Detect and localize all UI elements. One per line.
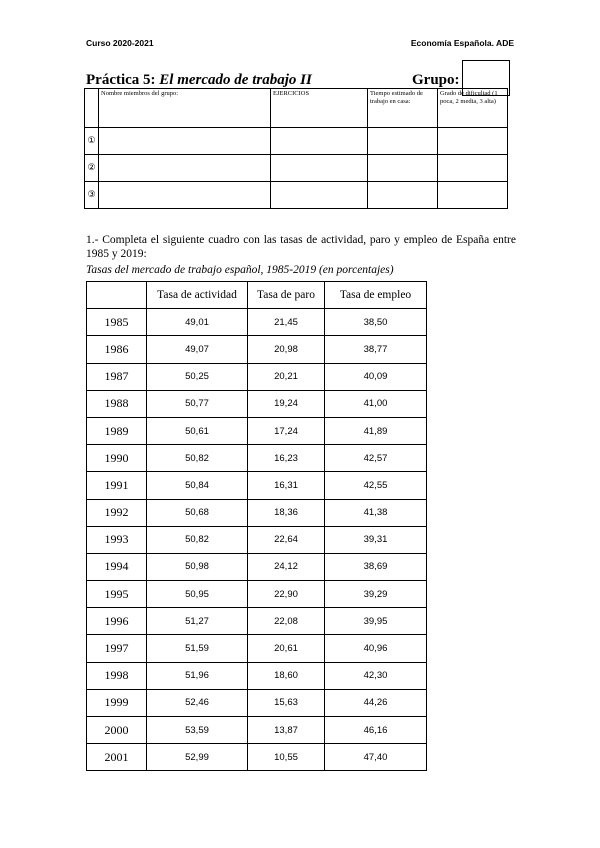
rates-table-row	[87, 662, 427, 689]
employment-rate-cell: 47,40	[325, 744, 427, 771]
year-cell: 1997	[87, 635, 147, 662]
year-cell: 1992	[87, 499, 147, 526]
employment-rate-cell: 39,31	[325, 526, 427, 553]
members-header-cell: Grado de dificultad (1 poca, 2 media, 3 alta)	[438, 89, 508, 128]
activity-rate-cell: 50,95	[147, 581, 248, 608]
member-row	[85, 182, 508, 209]
activity-rate-cell: 51,27	[147, 608, 248, 635]
year-cell: 1988	[87, 390, 147, 417]
member-exercises-cell[interactable]	[271, 155, 368, 182]
activity-rate-cell: 49,07	[147, 336, 248, 363]
activity-rate-cell: 50,25	[147, 363, 248, 390]
employment-rate-cell: 38,69	[325, 553, 427, 580]
practice-title-topic: El mercado de trabajo II	[159, 72, 312, 88]
rates-table-body	[87, 309, 427, 771]
table-caption: Tasas del mercado de trabajo español, 1985-2019 (en porcentajes)	[86, 264, 394, 276]
unemployment-rate-cell: 22,64	[248, 526, 325, 553]
question-text: 1.- Completa el siguiente cuadro con las tasas de actividad, paro y empleo de España entre 1985 y 2019:	[86, 234, 516, 260]
employment-rate-cell: 46,16	[325, 717, 427, 744]
grupo-label: Grupo:	[412, 72, 460, 88]
member-name-cell[interactable]	[99, 182, 271, 209]
rates-table-row	[87, 472, 427, 499]
rates-table-row	[87, 689, 427, 716]
subject-header: Economía Española. ADE	[410, 38, 514, 48]
employment-rate-cell: 41,00	[325, 390, 427, 417]
employment-rate-cell: 38,50	[325, 309, 427, 336]
member-row-marker: ②	[85, 155, 99, 182]
year-cell: 2001	[87, 744, 147, 771]
members-header-row	[85, 89, 508, 128]
unemployment-rate-cell: 13,87	[248, 717, 325, 744]
activity-rate-cell: 52,46	[147, 689, 248, 716]
activity-rate-cell: 50,68	[147, 499, 248, 526]
year-cell: 1998	[87, 662, 147, 689]
activity-rate-cell: 50,61	[147, 417, 248, 444]
member-name-cell[interactable]	[99, 128, 271, 155]
activity-rate-cell: 50,98	[147, 553, 248, 580]
member-difficulty-cell[interactable]	[438, 182, 508, 209]
member-time-cell[interactable]	[368, 128, 438, 155]
member-row	[85, 128, 508, 155]
year-cell: 1991	[87, 472, 147, 499]
unemployment-rate-cell: 17,24	[248, 417, 325, 444]
unemployment-rate-cell: 10,55	[248, 744, 325, 771]
members-table	[84, 88, 508, 209]
member-time-cell[interactable]	[368, 182, 438, 209]
employment-rate-cell: 39,95	[325, 608, 427, 635]
year-cell: 1995	[87, 581, 147, 608]
member-row-marker: ①	[85, 128, 99, 155]
employment-rate-cell: 40,09	[325, 363, 427, 390]
year-cell: 1994	[87, 553, 147, 580]
course-header: Curso 2020-2021	[86, 38, 154, 48]
rates-header-cell	[87, 282, 147, 309]
member-row-marker: ③	[85, 182, 99, 209]
unemployment-rate-cell: 15,63	[248, 689, 325, 716]
year-cell: 1990	[87, 445, 147, 472]
rates-table-row	[87, 526, 427, 553]
member-time-cell[interactable]	[368, 155, 438, 182]
employment-rate-cell: 44,26	[325, 689, 427, 716]
members-header-cell: Nombre miembros del grupo:	[99, 89, 271, 128]
member-difficulty-cell[interactable]	[438, 155, 508, 182]
unemployment-rate-cell: 18,36	[248, 499, 325, 526]
rates-table-row	[87, 744, 427, 771]
rates-table-row	[87, 417, 427, 444]
year-cell: 2000	[87, 717, 147, 744]
rates-table-row	[87, 336, 427, 363]
unemployment-rate-cell: 20,98	[248, 336, 325, 363]
unemployment-rate-cell: 20,21	[248, 363, 325, 390]
unemployment-rate-cell: 16,31	[248, 472, 325, 499]
activity-rate-cell: 50,84	[147, 472, 248, 499]
rates-table-row	[87, 581, 427, 608]
member-exercises-cell[interactable]	[271, 128, 368, 155]
year-cell: 1996	[87, 608, 147, 635]
members-header-cell: EJERCICIOS	[271, 89, 368, 128]
members-header-cell: Tiempo estimado de trabajo en casa:	[368, 89, 438, 128]
member-row	[85, 155, 508, 182]
unemployment-rate-cell: 19,24	[248, 390, 325, 417]
year-cell: 1993	[87, 526, 147, 553]
rates-table-row	[87, 717, 427, 744]
unemployment-rate-cell: 16,23	[248, 445, 325, 472]
member-difficulty-cell[interactable]	[438, 128, 508, 155]
activity-rate-cell: 52,99	[147, 744, 248, 771]
rates-table-row	[87, 309, 427, 336]
employment-rate-cell: 38,77	[325, 336, 427, 363]
rates-table-row	[87, 635, 427, 662]
rates-table-row	[87, 445, 427, 472]
rates-table-row	[87, 390, 427, 417]
employment-rate-cell: 40,96	[325, 635, 427, 662]
year-cell: 1986	[87, 336, 147, 363]
member-exercises-cell[interactable]	[271, 182, 368, 209]
practice-title-prefix: Práctica 5:	[86, 72, 160, 88]
activity-rate-cell: 49,01	[147, 309, 248, 336]
rates-table-row	[87, 553, 427, 580]
activity-rate-cell: 50,77	[147, 390, 248, 417]
unemployment-rate-cell: 20,61	[248, 635, 325, 662]
activity-rate-cell: 51,96	[147, 662, 248, 689]
unemployment-rate-cell: 18,60	[248, 662, 325, 689]
rates-table-row	[87, 363, 427, 390]
year-cell: 1999	[87, 689, 147, 716]
rates-header-row	[87, 282, 427, 309]
rates-table-row	[87, 499, 427, 526]
employment-rate-cell: 42,55	[325, 472, 427, 499]
year-cell: 1985	[87, 309, 147, 336]
year-cell: 1989	[87, 417, 147, 444]
member-name-cell[interactable]	[99, 155, 271, 182]
practice-title	[86, 72, 312, 89]
employment-rate-cell: 39,29	[325, 581, 427, 608]
year-cell: 1987	[87, 363, 147, 390]
employment-rate-cell: 41,89	[325, 417, 427, 444]
activity-rate-cell: 50,82	[147, 445, 248, 472]
employment-rate-cell: 42,30	[325, 662, 427, 689]
unemployment-rate-cell: 24,12	[248, 553, 325, 580]
activity-rate-cell: 50,82	[147, 526, 248, 553]
activity-rate-cell: 53,59	[147, 717, 248, 744]
rates-header-cell: Tasa de actividad	[147, 282, 248, 309]
activity-rate-cell: 51,59	[147, 635, 248, 662]
unemployment-rate-cell: 22,90	[248, 581, 325, 608]
rates-header-cell: Tasa de empleo	[325, 282, 427, 309]
rates-table-row	[87, 608, 427, 635]
labour-rates-table	[86, 281, 427, 771]
members-header-cell	[85, 89, 99, 128]
rates-header-cell: Tasa de paro	[248, 282, 325, 309]
unemployment-rate-cell: 22,08	[248, 608, 325, 635]
employment-rate-cell: 42,57	[325, 445, 427, 472]
employment-rate-cell: 41,38	[325, 499, 427, 526]
unemployment-rate-cell: 21,45	[248, 309, 325, 336]
